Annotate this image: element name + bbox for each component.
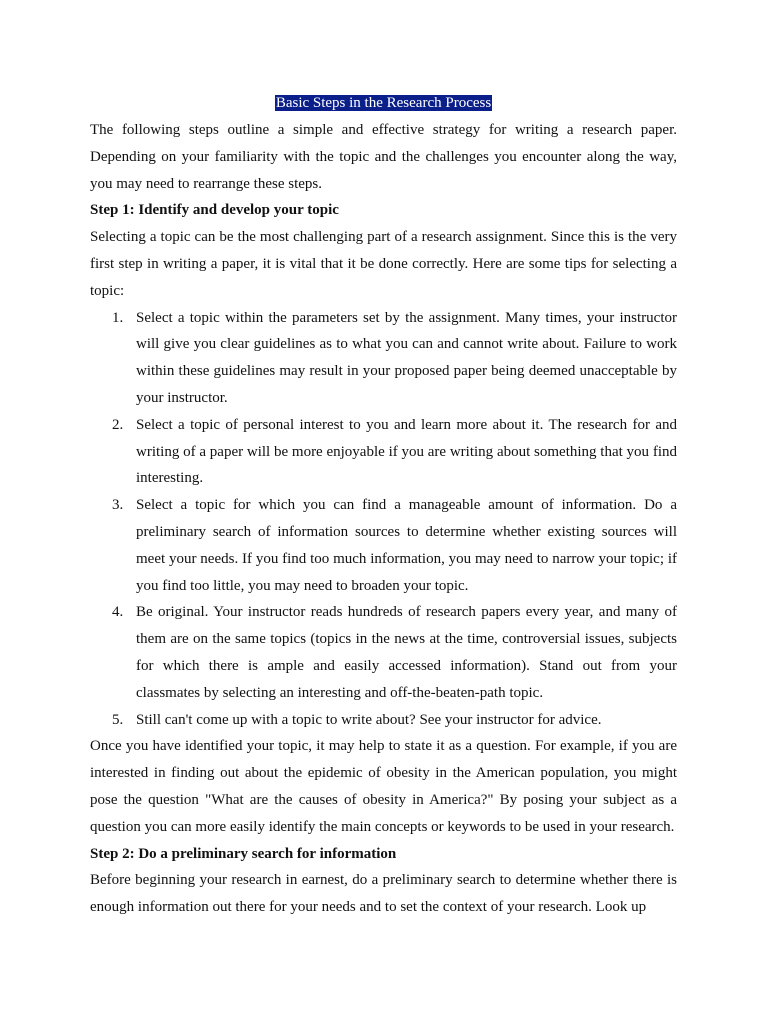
list-item-text: Select a topic within the parameters set by the assignment. Many times, your instructor will give you clear guidelines as to what you can and cannot write about. Failure to work within these guidelines may result in your proposed paper being deemed unacceptable by your instructor. (136, 309, 677, 406)
list-item (112, 305, 677, 412)
intro-paragraph: The following steps outline a simple and effective strategy for writing a research paper. Depending on your familiarity with the topic and the challenges you encounter along the way, you may need to rearrange these steps. (90, 122, 677, 192)
title-line (90, 92, 677, 117)
step-2-intro: Before beginning your research in earnest, do a preliminary search to determine whether there is enough information out there for your needs and to set the context of your research. Look up (90, 872, 677, 916)
list-number: 3. (112, 497, 124, 514)
step-1-intro: Selecting a topic can be the most challenging part of a research assignment. Since this is the very first step in writing a paper, it is vital that it be done correctly. Here are some tips for selecting a topic: (90, 229, 677, 299)
list-number: 2. (112, 416, 124, 433)
step-2-heading: Step 2: Do a preliminary search for information (90, 845, 397, 862)
list-item-text: Select a topic of personal interest to you and learn more about it. The research for and writing of a paper will be more enjoyable if you are writing about something that you find interesting. (136, 416, 677, 487)
topic-tips-list (90, 305, 677, 734)
list-number: 5. (112, 711, 124, 728)
list-item-text: Still can't come up with a topic to write about? See your instructor for advice. (136, 711, 602, 728)
list-number: 1. (112, 309, 124, 326)
document-page (90, 92, 677, 921)
list-item (112, 412, 677, 492)
list-item (112, 599, 677, 706)
list-number: 4. (112, 604, 124, 621)
step-1-closing: Once you have identified your topic, it may help to state it as a question. For example, if you are interested in finding out about the epidemic of obesity in the American population, you might pose the question "What are the causes of obesity in America?" By posing your subject as a question you can more easily identify the main concepts or keywords to be used in your research. (90, 738, 677, 835)
list-item (112, 707, 677, 734)
step-1-heading: Step 1: Identify and develop your topic (90, 202, 339, 219)
step-2-clip (90, 867, 677, 921)
list-item-text: Be original. Your instructor reads hundreds of research papers every year, and many of them are on the same topics (topics in the news at the time, controversial issues, subjects for which there is ample and easily accessed information). Stand out from your classmates by selecting an interesting and off-the-beaten-path topic. (136, 604, 677, 701)
document-title[interactable]: Basic Steps in the Research Process (275, 95, 492, 111)
list-item-text: Select a topic for which you can find a manageable amount of information. Do a preliminary search of information sources to determine whether existing sources will meet your needs. If you find too much information, you may need to narrow your topic; if you find too little, you may need to broaden your topic. (136, 497, 677, 594)
list-item (112, 492, 677, 599)
